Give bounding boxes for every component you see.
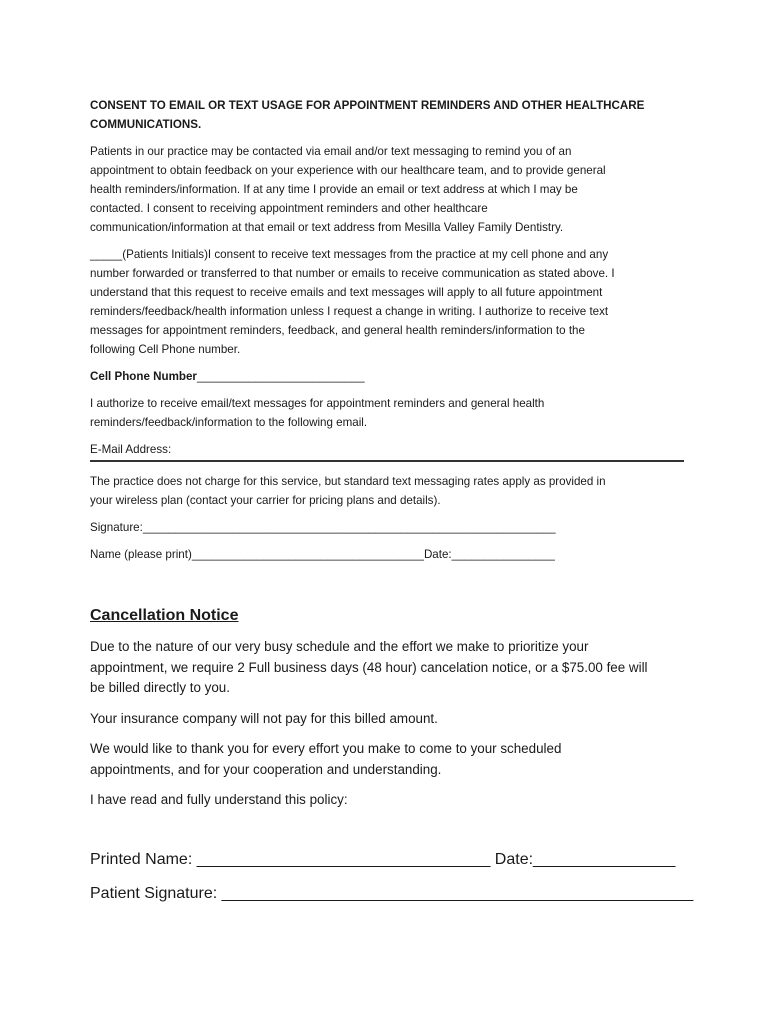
cancellation-paragraph-3: We would like to thank you for every effort you make to come to your scheduled appointments, and for your cooperation and understanding. [90, 741, 562, 777]
name-label: Name (please print) [90, 548, 192, 561]
date-label: Date: [423, 548, 452, 561]
patient-signature-field[interactable]: Patient Signature: _____________________________________________________ [90, 884, 694, 902]
cell-phone-row [90, 367, 684, 386]
date-field[interactable]: ________________ [451, 548, 555, 561]
signature-field[interactable]: Signature:________________________________________________________________ [90, 521, 556, 534]
cancellation-paragraph-1: Due to the nature of our very busy schedule and the effort we make to prioritize your appointment, we require 2 Full business days (48 hour) cancelation notice, or a $75.00 fee will be billed directly to you. [90, 639, 648, 695]
cancellation-title: Cancellation Notice [90, 607, 239, 624]
consent-title: CONSENT TO EMAIL OR TEXT USAGE FOR APPOINTMENT REMINDERS AND OTHER HEALTHCARE COMMUNICATIONS. [90, 99, 645, 131]
email-authorization: I authorize to receive email/text messages for appointment reminders and general health reminders/feedback/information to the following email. [90, 397, 545, 429]
cancellation-paragraph-2: Your insurance company will not pay for this billed amount. [90, 710, 438, 726]
email-label: E-Mail Address: [90, 443, 172, 456]
spacer [90, 821, 684, 849]
name-field[interactable]: ____________________________________ [191, 548, 424, 561]
cell-phone-field[interactable]: __________________________ [196, 370, 365, 383]
cancellation-paragraph-4: I have read and fully understand this policy: [90, 792, 348, 807]
initials-paragraph: _____(Patients Initials)I consent to receive text messages from the practice at my cell phone and any number forwarded or transferred to that number or emails to receive communication as stated above. I understand that this request to receive emails and text messages will apply to all future appointment reminders/feedback/health information unless I request a change in writing. I authorize to receive text messages for appointment reminders, feedback, and general health reminders/information to the following Cell Phone number. [90, 248, 615, 356]
email-field-row[interactable] [90, 440, 684, 462]
charges-notice: The practice does not charge for this service, but standard text messaging rates apply as provided in your wireless plan (contact your carrier for pricing plans and details). [90, 475, 606, 507]
cell-phone-label: Cell Phone Number [90, 370, 197, 383]
printed-name-field[interactable]: Printed Name: _________________________________ Date:________________ [90, 850, 676, 868]
consent-intro: Patients in our practice may be contacted via email and/or text messaging to remind you of an appointment to obtain feedback on your experience with our healthcare team, and to provide general health reminders/information. If at any time I provide an email or text address at which I may be contacted. I consent to receiving appointment reminders and other healthcare communication/information at that email or text address from Mesilla Valley Family Dentistry. [90, 145, 606, 234]
document-content [90, 96, 694, 917]
name-date-row [90, 545, 684, 564]
